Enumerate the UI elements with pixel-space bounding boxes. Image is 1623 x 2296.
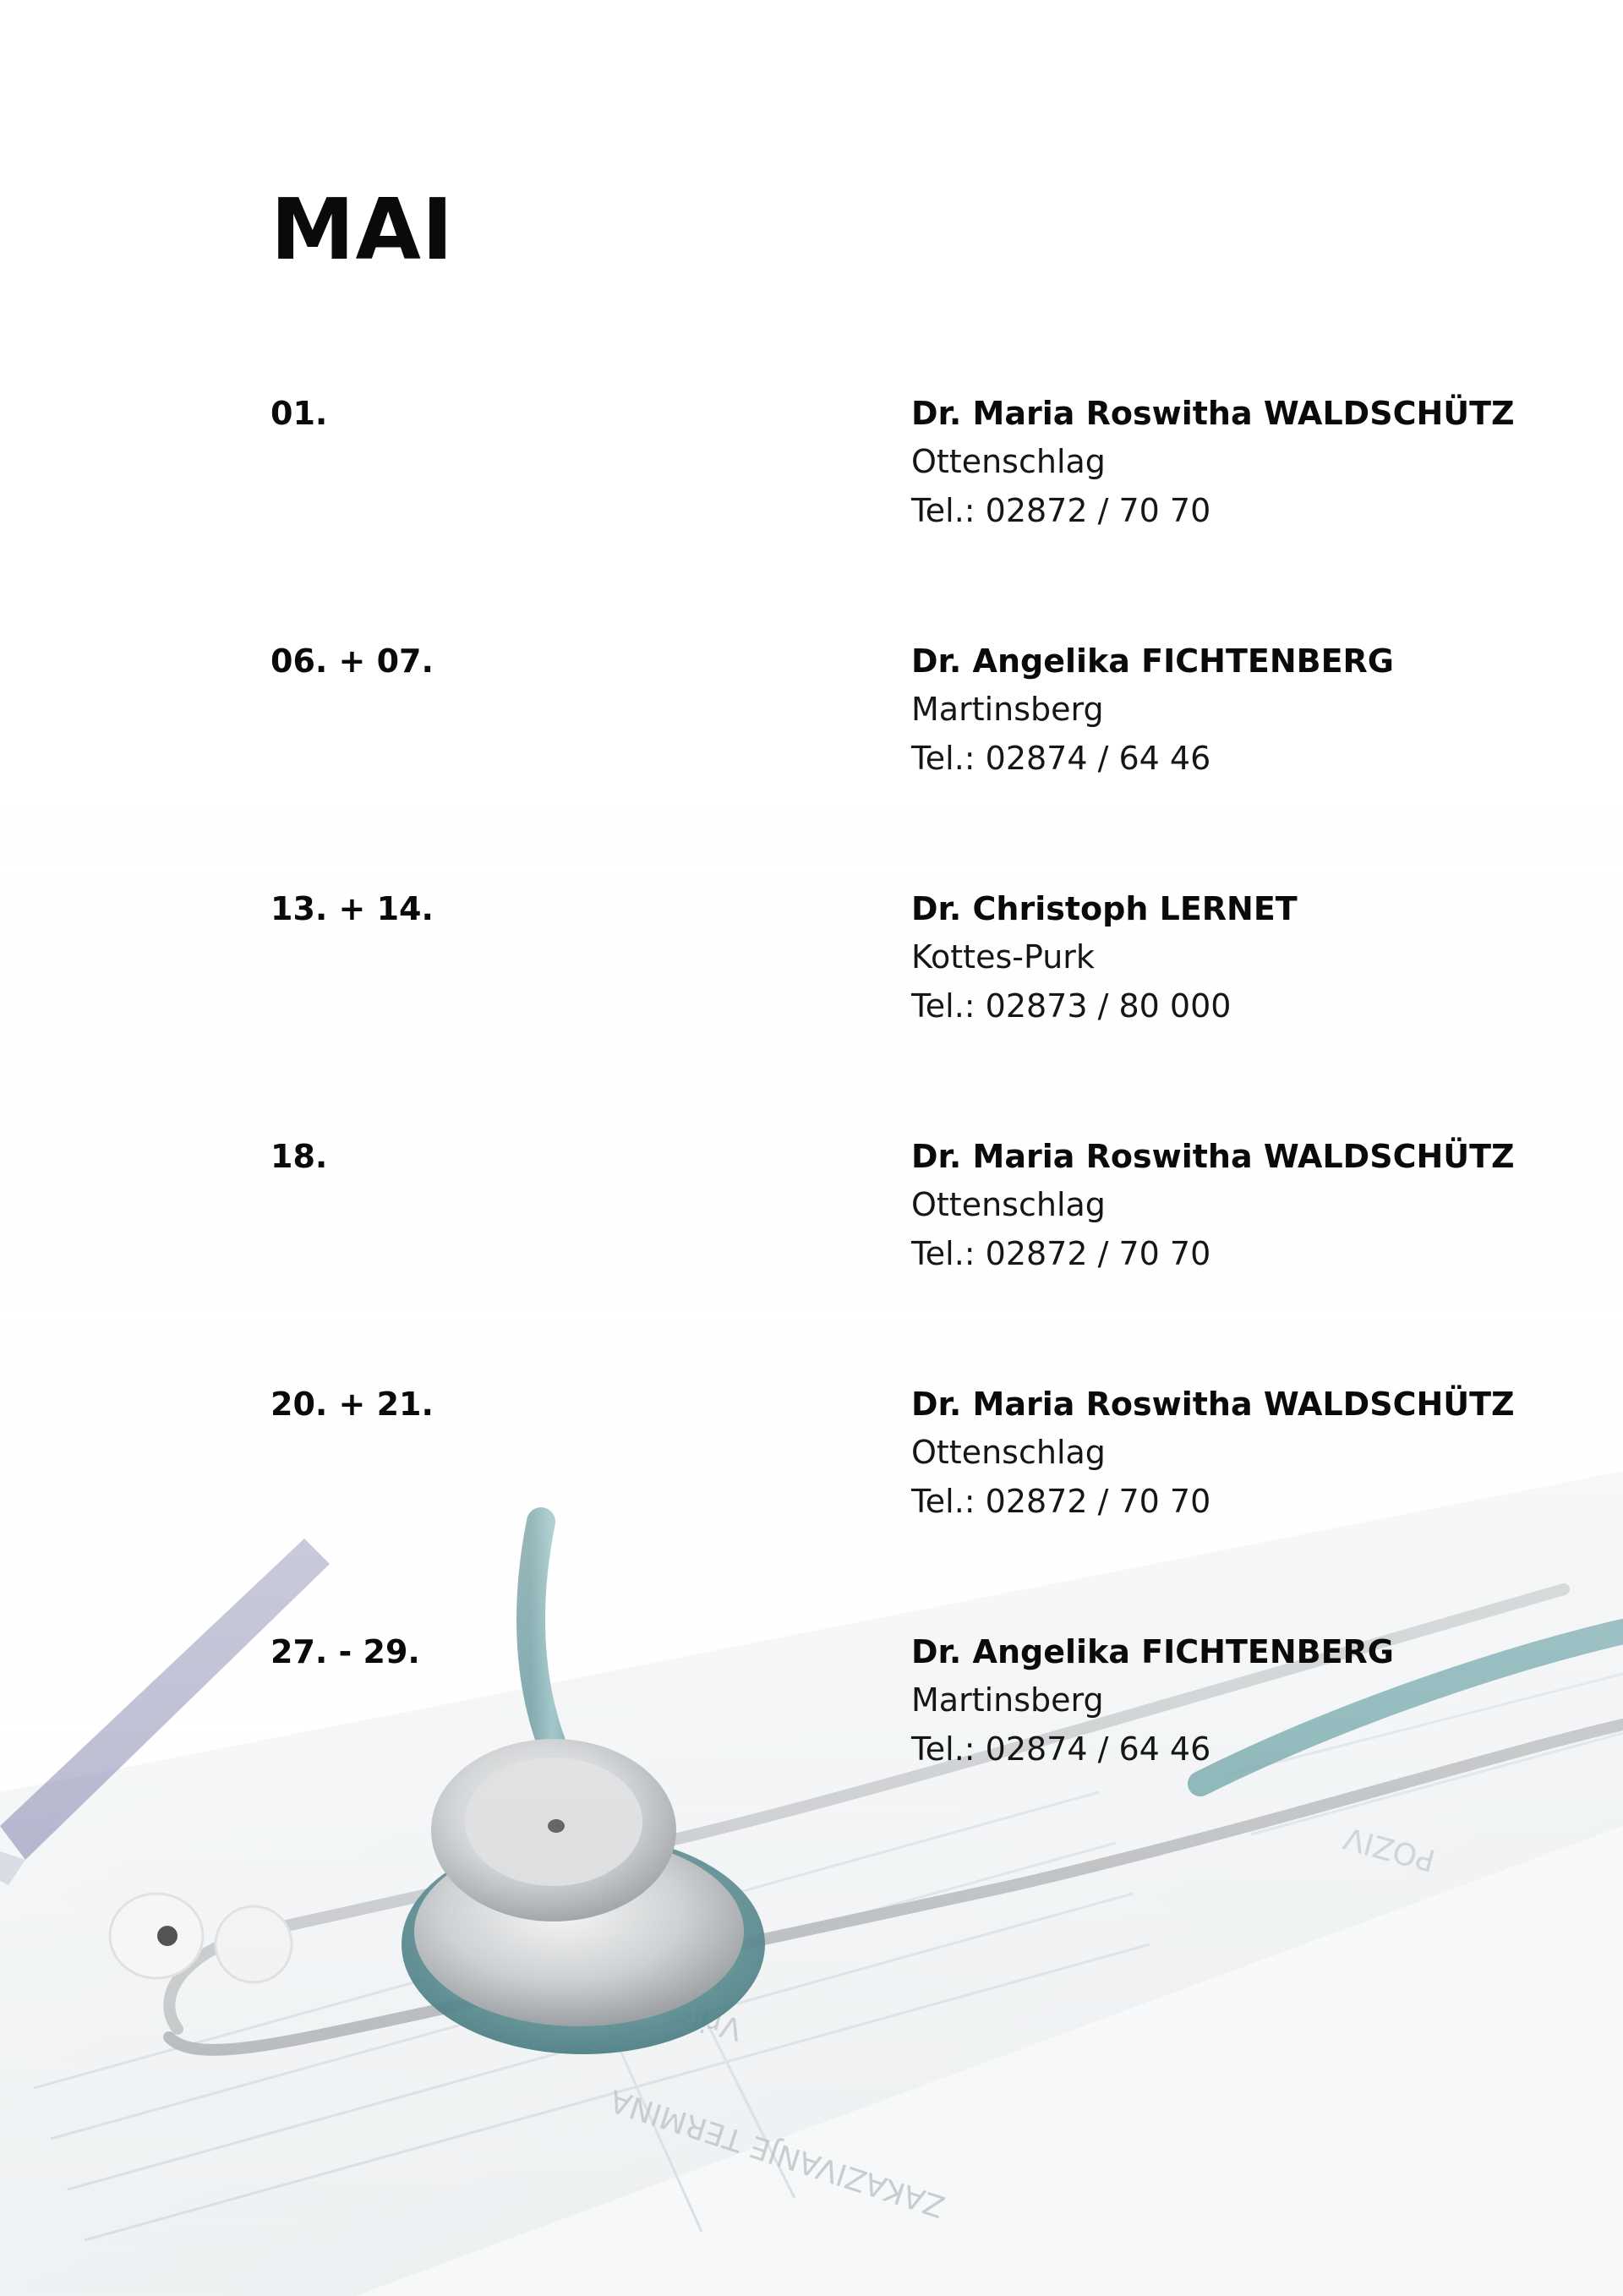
- page-title: MAI: [270, 180, 455, 279]
- doctor-name: Dr. Angelika FICHTENBERG: [911, 1633, 1395, 1670]
- doctor-location: Ottenschlag: [911, 1434, 1106, 1472]
- entry-doctor-info: [911, 1384, 1604, 1522]
- entry-doctor-info: [911, 888, 1604, 1027]
- doctor-phone: Tel.: 02872 / 70 70: [911, 1482, 1211, 1520]
- schedule-entry: [0, 888, 1623, 1058]
- doctor-location: Ottenschlag: [911, 1186, 1106, 1224]
- doctor-name: Dr. Angelika FICHTENBERG: [911, 642, 1395, 680]
- entry-date: 13. + 14.: [270, 890, 434, 927]
- doctor-name: Dr. Maria Roswitha WALDSCHÜTZ: [911, 1138, 1515, 1175]
- entry-doctor-info: [911, 641, 1604, 779]
- entry-date: 18.: [270, 1138, 328, 1175]
- entry-date: 01.: [270, 395, 328, 432]
- doctor-phone: Tel.: 02872 / 70 70: [911, 1234, 1211, 1272]
- doctor-phone: Tel.: 02872 / 70 70: [911, 491, 1211, 529]
- schedule-entry: [0, 1384, 1623, 1553]
- schedule-entry: [0, 393, 1623, 562]
- doctor-name: Dr. Maria Roswitha WALDSCHÜTZ: [911, 1386, 1515, 1423]
- entry-doctor-info: [911, 1136, 1604, 1275]
- doctor-location: Kottes-Purk: [911, 938, 1095, 976]
- doctor-phone: Tel.: 02873 / 80 000: [911, 987, 1232, 1025]
- entry-date: 27. - 29.: [270, 1633, 420, 1670]
- entry-doctor-info: [911, 393, 1604, 532]
- doctor-location: Martinsberg: [911, 691, 1104, 729]
- doctor-name: Dr. Maria Roswitha WALDSCHÜTZ: [911, 395, 1515, 432]
- entry-date: 06. + 07.: [270, 642, 434, 680]
- doctor-location: Martinsberg: [911, 1681, 1104, 1719]
- doctor-name: Dr. Christoph LERNET: [911, 890, 1298, 927]
- entry-date: 20. + 21.: [270, 1386, 434, 1423]
- schedule-entry: [0, 1632, 1623, 1801]
- doctor-phone: Tel.: 02874 / 64 46: [911, 739, 1211, 777]
- schedule-entry: [0, 1136, 1623, 1305]
- schedule-entry: [0, 641, 1623, 810]
- doctor-phone: Tel.: 02874 / 64 46: [911, 1730, 1211, 1768]
- doctor-location: Ottenschlag: [911, 443, 1106, 481]
- entry-doctor-info: [911, 1632, 1604, 1770]
